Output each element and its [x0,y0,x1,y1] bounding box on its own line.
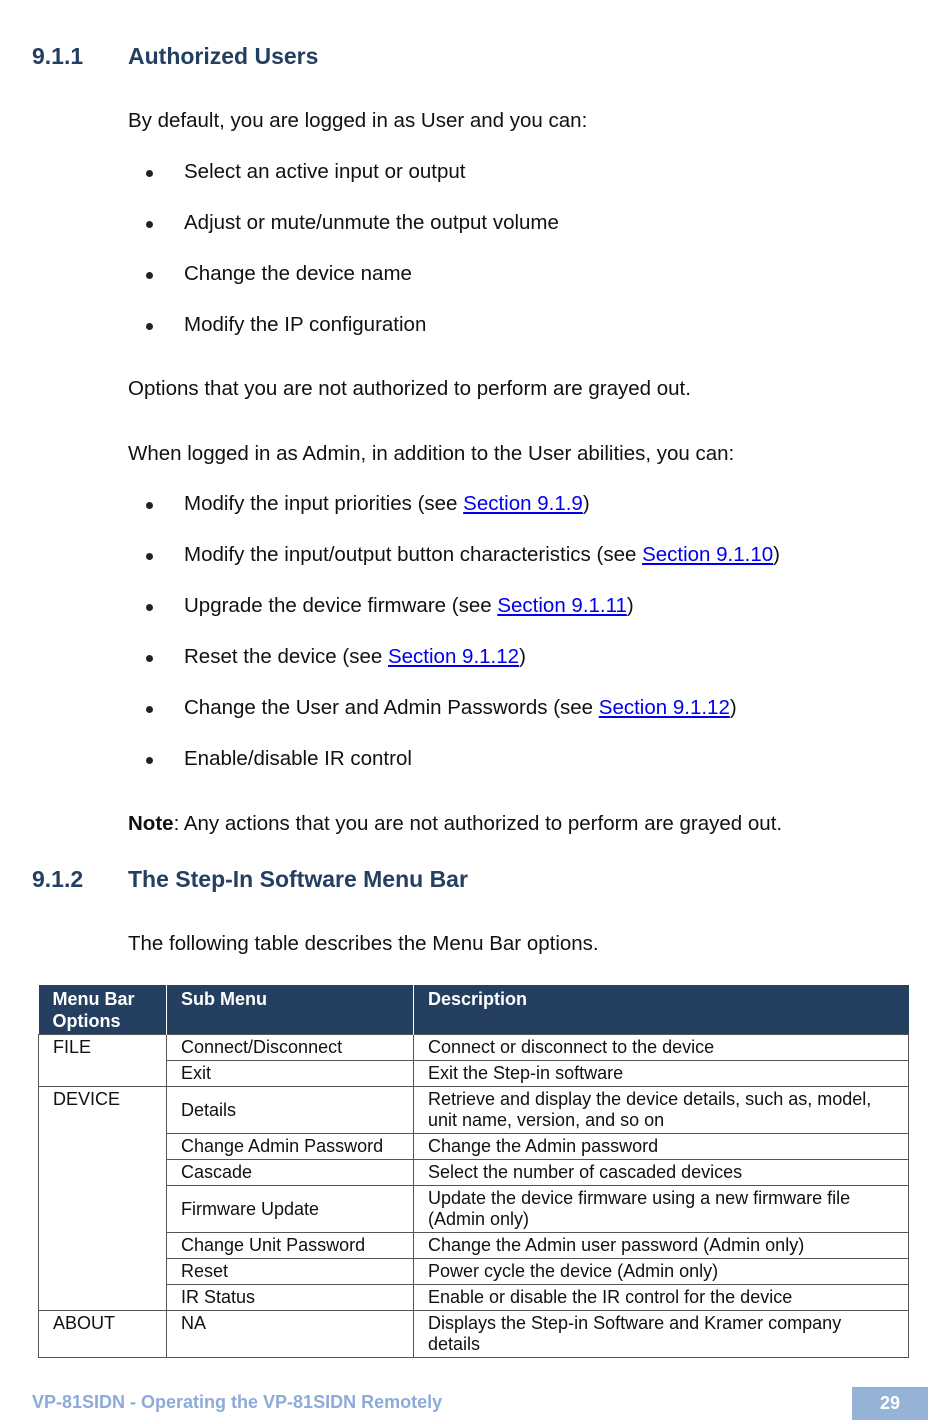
list-item: Change the device name [184,262,412,286]
bullet-icon [146,604,153,611]
table-row [39,1160,909,1186]
note-text: : Any actions that you are not authorized to perform are grayed out. [173,812,783,835]
section-heading-menu-bar [32,866,468,893]
menu-bar-table [38,985,909,1358]
submenu-cell: Change Unit Password [167,1233,414,1259]
list-item: Reset the device (see Section 9.1.12) [184,645,526,669]
bullet-icon [146,170,153,177]
list-item: Adjust or mute/unmute the output volume [184,211,559,235]
section-link[interactable]: Section 9.1.11 [497,594,627,617]
submenu-cell: Exit [167,1061,414,1087]
table-row [39,1311,909,1358]
section-link[interactable]: Section 9.1.10 [642,543,774,566]
submenu-cell: NA [167,1311,414,1358]
table-row [39,1134,909,1160]
submenu-cell: Cascade [167,1160,414,1186]
grayed-out-text: Options that you are not authorized to perform are grayed out. [128,377,691,400]
bullet-icon [146,221,153,228]
table-row [39,1035,909,1061]
section-title: Authorized Users [128,43,319,69]
bullet-icon [146,323,153,330]
description-cell: Enable or disable the IR control for the device [414,1285,909,1311]
table-intro-text: The following table describes the Menu Bar options. [128,932,599,955]
list-item: Modify the input priorities (see Section 9.1.9) [184,492,590,516]
list-item: Upgrade the device firmware (see Section 9.1.11) [184,594,634,618]
table-header-row [39,985,909,1035]
submenu-cell: Connect/Disconnect [167,1035,414,1061]
menu-cell: ABOUT [39,1311,167,1358]
table-row [39,1186,909,1233]
description-cell: Connect or disconnect to the device [414,1035,909,1061]
submenu-cell: Reset [167,1259,414,1285]
submenu-cell: Change Admin Password [167,1134,414,1160]
list-item: Enable/disable IR control [184,747,412,771]
description-cell: Update the device firmware using a new firmware file (Admin only) [414,1186,909,1233]
page-number: 29 [852,1387,928,1420]
bullet-icon [146,757,153,764]
menu-cell: DEVICE [39,1087,167,1311]
table-row [39,1087,909,1134]
description-cell: Select the number of cascaded devices [414,1160,909,1186]
bullet-icon [146,502,153,509]
bullet-icon [146,272,153,279]
admin-intro-text: When logged in as Admin, in addition to the User abilities, you can: [128,442,735,465]
section-heading-authorized-users [32,43,318,70]
table-row [39,1259,909,1285]
list-item: Modify the IP configuration [184,313,426,337]
description-cell: Change the Admin password [414,1134,909,1160]
submenu-cell: Firmware Update [167,1186,414,1233]
submenu-cell: Details [167,1087,414,1134]
description-cell: Retrieve and display the device details, such as, model, unit name, version, and so on [414,1087,909,1134]
table-row [39,1233,909,1259]
footer-document-title: VP-81SIDN - Operating the VP-81SIDN Remotely [32,1392,443,1412]
column-header: Description [414,985,909,1035]
section-link[interactable]: Section 9.1.12 [387,645,520,668]
list-item: Change the User and Admin Passwords (see Section 9.1.12) [184,696,737,720]
section-link[interactable]: Section 9.1.9 [463,492,583,515]
submenu-cell: IR Status [167,1285,414,1311]
section-link[interactable]: Section 9.1.12 [598,696,730,719]
menu-cell: FILE [39,1035,167,1087]
description-cell: Power cycle the device (Admin only) [414,1259,909,1285]
bullet-icon [146,553,153,560]
bullet-icon [146,706,153,713]
list-item: Select an active input or output [184,160,466,184]
user-intro-text: By default, you are logged in as User and you can: [128,109,588,132]
list-item: Modify the input/output button characteristics (see Section 9.1.10) [184,543,780,567]
section-number: 9.1.2 [32,866,84,892]
description-cell: Displays the Step-in Software and Kramer company details [414,1311,909,1358]
section-title: The Step-In Software Menu Bar [128,866,468,892]
description-cell: Change the Admin user password (Admin only) [414,1233,909,1259]
section-number: 9.1.1 [32,43,84,69]
table-row [39,1061,909,1087]
note-label: Note [128,812,174,835]
description-cell: Exit the Step-in software [414,1061,909,1087]
column-header: Sub Menu [167,985,414,1035]
note-paragraph [128,812,782,836]
table-row [39,1285,909,1311]
bullet-icon [146,655,153,662]
column-header: Menu Bar Options [39,985,167,1035]
